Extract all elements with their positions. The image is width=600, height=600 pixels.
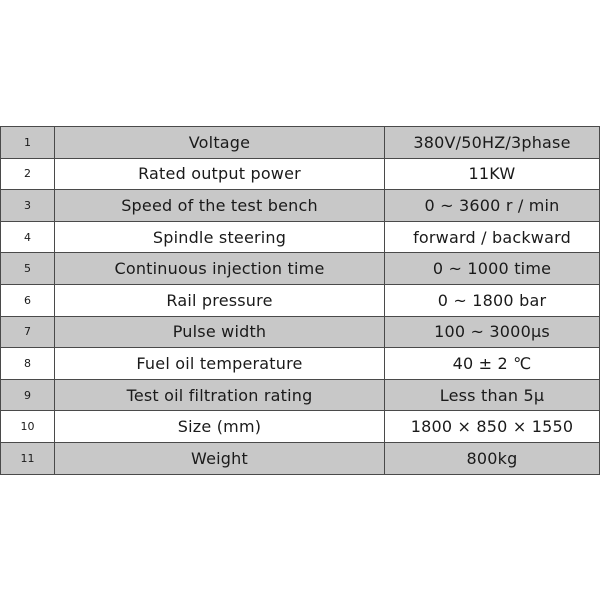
item-value: 40 ± 2 ℃ [385,348,600,380]
row-number: 3 [1,190,55,222]
item-name: Rated output power [55,158,385,190]
item-name: Spindle steering [55,221,385,253]
item-name: Rail pressure [55,284,385,316]
row-number: 7 [1,316,55,348]
row-number: 4 [1,221,55,253]
table-row [1,442,600,474]
item-value: 0 ~ 3600 r / min [385,190,600,222]
table-row [1,284,600,316]
row-number: 9 [1,379,55,411]
spec-table [0,126,600,475]
row-number: 2 [1,158,55,190]
item-value: 11KW [385,158,600,190]
table-row [1,253,600,285]
item-name: Speed of the test bench [55,190,385,222]
item-value: 1800 × 850 × 1550 [385,411,600,443]
item-value: 100 ~ 3000μs [385,316,600,348]
table-row [1,348,600,380]
table-row [1,127,600,159]
row-number: 5 [1,253,55,285]
table-row [1,411,600,443]
row-number: 6 [1,284,55,316]
item-name: Voltage [55,127,385,159]
row-number: 1 [1,127,55,159]
table-row [1,158,600,190]
table-row [1,379,600,411]
row-number: 10 [1,411,55,443]
item-name: Fuel oil temperature [55,348,385,380]
item-name: Continuous injection time [55,253,385,285]
item-name: Pulse width [55,316,385,348]
item-value: 0 ~ 1800 bar [385,284,600,316]
table-row [1,316,600,348]
row-number: 8 [1,348,55,380]
item-value: 0 ~ 1000 time [385,253,600,285]
item-value: Less than 5μ [385,379,600,411]
item-name: Weight [55,442,385,474]
table-row [1,190,600,222]
item-value: 380V/50HZ/3phase [385,127,600,159]
item-value: 800kg [385,442,600,474]
table-row [1,221,600,253]
item-value: forward / backward [385,221,600,253]
item-name: Size (mm) [55,411,385,443]
item-name: Test oil filtration rating [55,379,385,411]
row-number: 11 [1,442,55,474]
